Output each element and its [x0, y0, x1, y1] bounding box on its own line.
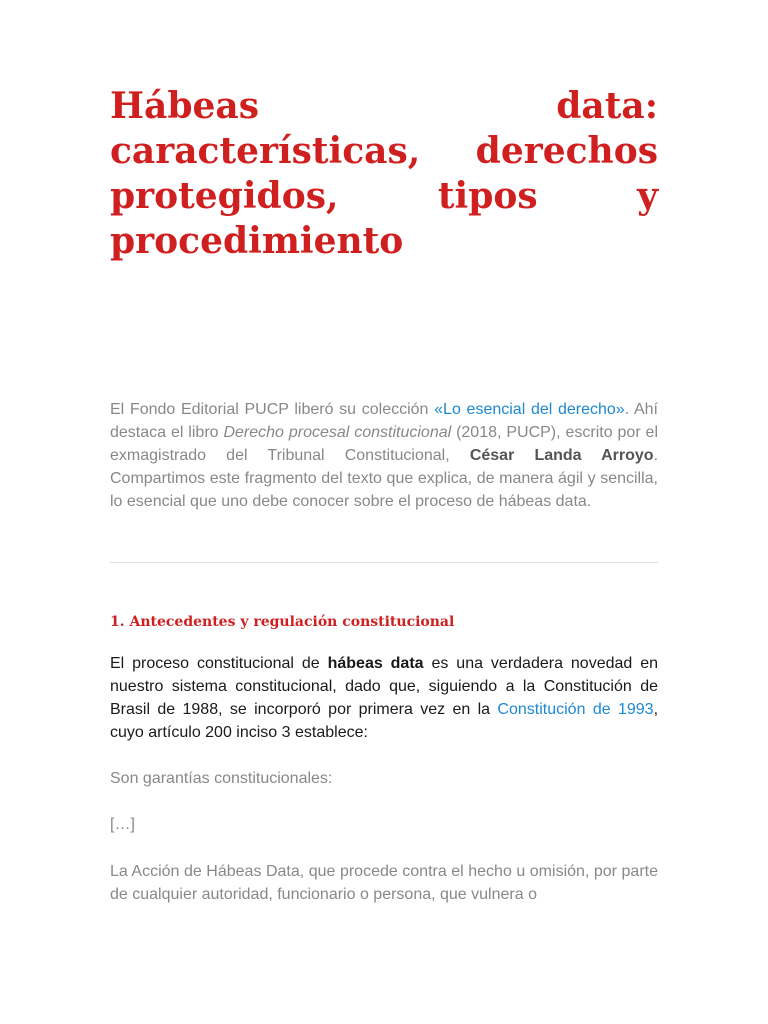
body-text: El proceso constitucional de: [110, 655, 328, 672]
coleccion-link[interactable]: «Lo esencial del derecho»: [434, 401, 625, 418]
article-title: Hábeas data: características, derechos protegidos, tipos y procedimiento: [110, 85, 658, 262]
body-paragraph: [110, 652, 658, 744]
intro-text: . Compartimos este fragmento del texto que explica, de manera ágil y sencilla, lo esencial que uno debe conocer sobre el proceso de hábeas data.: [110, 447, 659, 510]
intro-paragraph: [110, 398, 658, 513]
intro-text: El Fondo Editorial PUCP liberó su colección: [110, 401, 435, 418]
intro-text: . Ahí destaca el libro: [110, 401, 658, 441]
constitucion-link[interactable]: Constitución de 1993: [497, 701, 654, 718]
author-name: César Landa Arroyo: [469, 447, 654, 464]
quote-paragraph: La Acción de Hábeas Data, que procede contra el hecho u omisión, por parte de cualquier autoridad, funcionario o persona, que vulnera o: [110, 863, 658, 903]
section-heading: 1. Antecedentes y regulación constitucional: [110, 614, 455, 630]
body-text: es una verdadera novedad en nuestro sistema constitucional, dado que, siguiendo a la Constitución de Brasil de 1988, se incorporó por primera vez en la: [110, 655, 659, 718]
intro-text: (2018, PUCP), escrito por el exmagistrado del Tribunal Constitucional,: [110, 424, 658, 464]
quote-ellipsis: […]: [110, 816, 135, 833]
book-title: Derecho procesal constitucional: [223, 424, 452, 441]
quote-line: Son garantías constitucionales:: [110, 770, 333, 787]
section-divider: [110, 562, 658, 563]
body-bold-term: hábeas data: [327, 655, 424, 672]
body-text: , cuyo artículo 200 inciso 3 establece:: [110, 701, 659, 741]
